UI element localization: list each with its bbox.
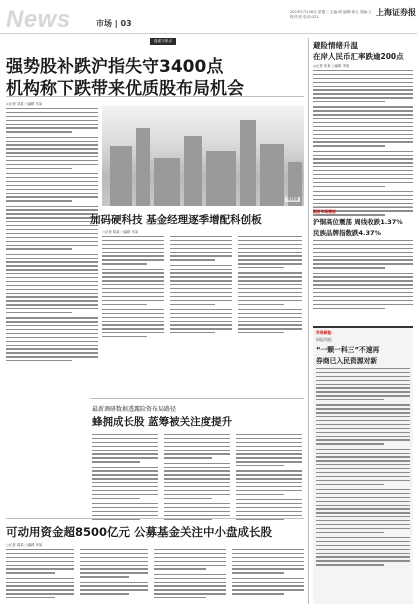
right-bottom-body <box>316 368 410 568</box>
feature3-headline: 可动用资金超8500亿元 公募基金关注中小盘成长股 <box>6 525 273 539</box>
feature3-rule <box>6 518 304 519</box>
lead-photo <box>102 106 304 206</box>
newspaper-name: 上海证券报 <box>376 7 416 17</box>
right-mid-headline: 沪铜高位震荡 周线收跌1.37% <box>313 218 403 226</box>
lead-body-col1 <box>6 108 98 364</box>
feature3-body-col1 <box>6 549 74 601</box>
news-logo: News <box>6 6 71 33</box>
feature2-headline: 蜂拥成长股 蓝筹被关注度提升 <box>92 416 233 428</box>
lead-headline-line2: 机构称下跌带来优质股布局机会 <box>6 79 244 99</box>
right-mid-body <box>313 240 413 311</box>
feature1-body-col2 <box>170 236 232 336</box>
feature2-body-col2 <box>164 434 230 522</box>
right-top-body <box>313 70 413 218</box>
right-bottom-headline-line2: 券商已入民资源对新 <box>316 357 378 365</box>
right-mid-tag: 期货市场情况 <box>313 209 336 214</box>
right-bottom-tag: 市场研报： <box>316 330 335 335</box>
feature3-body-col4 <box>232 549 304 597</box>
feature3-body-col3 <box>154 549 226 601</box>
feature1-headline: 加码硬科技 基金经理逐季增配科创板 <box>90 214 262 226</box>
feature1-body-col3 <box>238 236 302 336</box>
section-label: 市场 | 03 <box>96 19 132 28</box>
lead-rule <box>6 96 304 97</box>
right-top-headline-line1: 避险情绪升温 <box>313 41 358 50</box>
photo-caption: 资料图 <box>287 197 298 201</box>
right-mid-rule <box>313 206 413 207</box>
feature1-byline: ○记者 陈某 ○编辑 朱某 <box>102 230 139 234</box>
lead-byline: ◎记者 刘某 ○编辑 朱某 <box>6 102 43 106</box>
masthead <box>0 0 417 34</box>
right-bottom-kicker: 研报周报 <box>316 337 332 342</box>
right-top-byline: ◎记者 张某 ○编辑 李某 <box>313 64 350 68</box>
right-mid-headline2: 民族品牌指数跌4.37% <box>313 229 382 237</box>
feature1-body-col1 <box>102 236 164 340</box>
right-bottom-headline-line1: “一颗一科三”不速再 <box>316 346 380 354</box>
lead-headline-line1: 强势股补跌沪指失守3400点 <box>6 57 224 77</box>
feature2-kicker: 最新调研数据透露险资布局路径 <box>92 406 177 413</box>
feature2-body-col1 <box>92 434 158 522</box>
feature3-byline: ○记者 周某 ○编辑 李某 <box>6 543 43 547</box>
feature2-rule <box>90 398 304 399</box>
lead-tag: 盘面与热点 <box>150 38 176 45</box>
feature3-body-col2 <box>80 549 148 597</box>
column-divider <box>308 38 309 604</box>
dateline: 2023年7月26日 星期三 主编:胡 编辑:徐云 美编:王 校对:张 电话:021- <box>290 10 372 19</box>
right-top-headline-line2: 在岸人民币汇率跌逾200点 <box>313 52 404 61</box>
feature2-body-col3 <box>236 434 302 522</box>
